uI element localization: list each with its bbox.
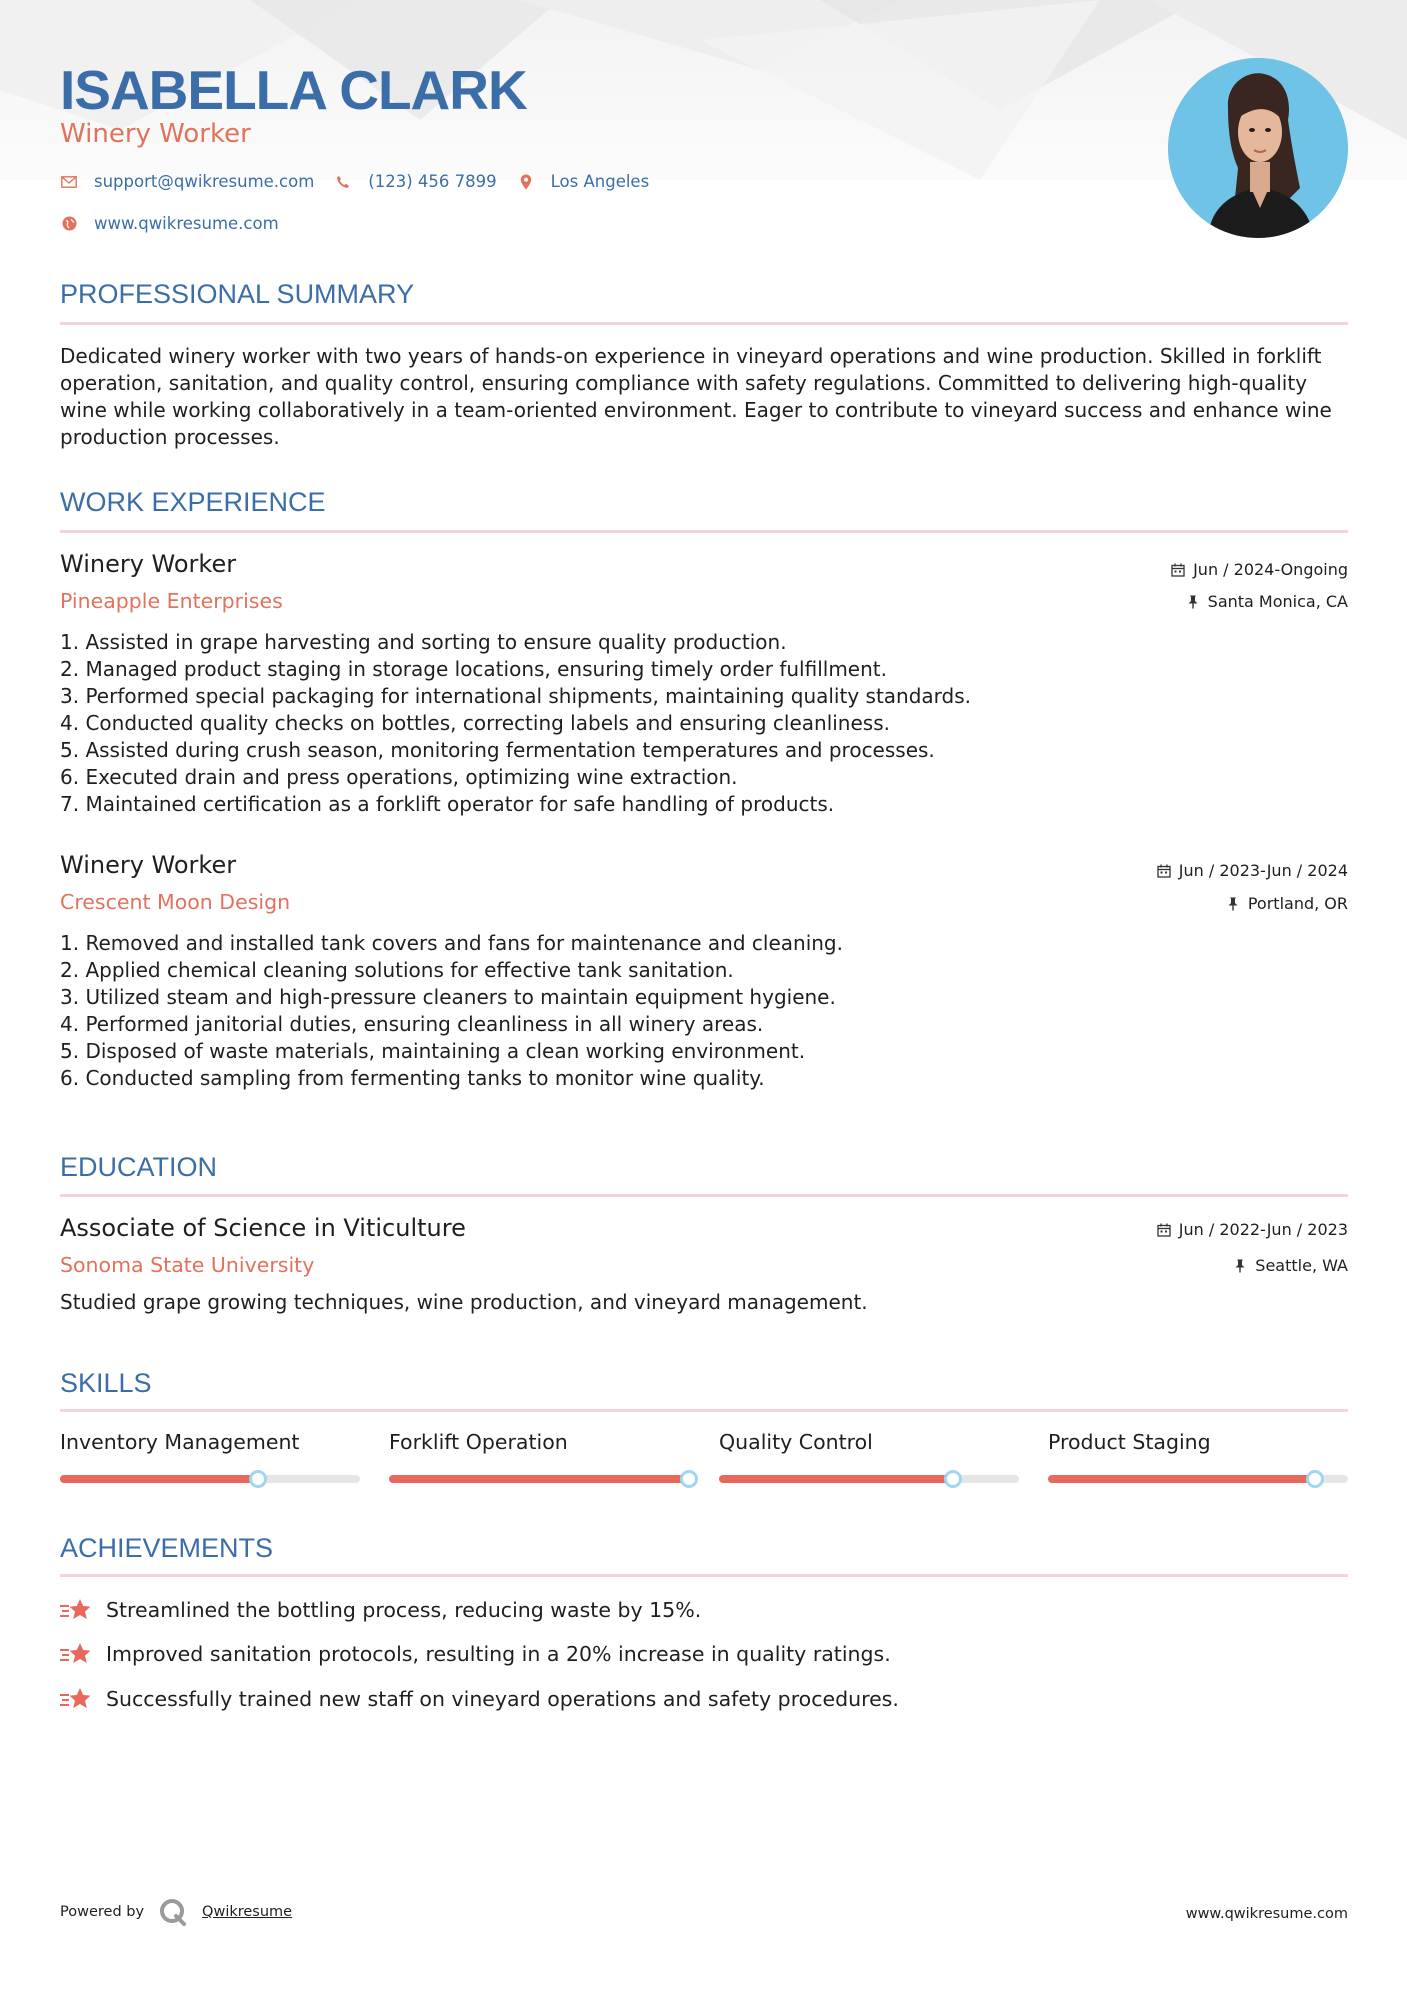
list-item: 1. Removed and installed tank covers and fans for maintenance and cleaning.	[60, 931, 843, 955]
contact-location	[517, 172, 650, 191]
pushpin-icon	[1185, 594, 1201, 610]
section-title-skills: SKILLS	[60, 1368, 152, 1398]
job-dates	[1170, 560, 1348, 579]
contact-row-secondary	[60, 214, 299, 233]
job-bullets	[60, 629, 1348, 818]
skill-item	[60, 1430, 360, 1490]
skill-bar	[389, 1475, 689, 1483]
list-item: 2. Applied chemical cleaning solutions for effective tank sanitation.	[60, 958, 734, 982]
skill-label: Inventory Management	[60, 1430, 300, 1454]
qwikresume-link[interactable]: Qwikresume	[202, 1904, 293, 1920]
skill-bar-fill	[60, 1475, 258, 1483]
calendar-icon	[1170, 562, 1186, 578]
contact-row-primary	[60, 172, 669, 191]
divider	[60, 1194, 1348, 1197]
skill-label: Forklift Operation	[389, 1430, 568, 1454]
education-location-text: Seattle, WA	[1255, 1256, 1348, 1275]
school-name: Sonoma State University	[60, 1253, 315, 1277]
section-title-achievements: ACHIEVEMENTS	[60, 1533, 274, 1563]
list-item: 5. Assisted during crush season, monitoring fermentation temperatures and processes.	[60, 738, 935, 762]
skill-bar-knob	[249, 1470, 267, 1488]
job-location	[1225, 894, 1348, 913]
list-item: 3. Performed special packaging for international shipments, maintaining quality standards.	[60, 684, 972, 708]
contact-email[interactable]	[60, 172, 314, 191]
resume-page	[60, 0, 1348, 1990]
divider	[60, 322, 1348, 325]
pushpin-icon	[1232, 1258, 1248, 1274]
skill-label: Product Staging	[1048, 1430, 1211, 1454]
summary-text: Dedicated winery worker with two years of hands-on experience in vineyard operations and wine production. Skilled in forklift operation, sanitation, and quality control, ensuring compliance with safety regulations. Committed to delivering high-quality wine while working collaboratively in a team-oriented environment. Eager to contribute to vineyard success and enhance wine production processes.	[60, 344, 1332, 449]
globe-icon	[60, 215, 78, 233]
section-title-education: EDUCATION	[60, 1152, 218, 1182]
envelope-icon	[60, 173, 78, 191]
achievement-text: Improved sanitation protocols, resulting in a 20% increase in quality ratings.	[106, 1642, 891, 1666]
skill-bar-knob	[1306, 1470, 1324, 1488]
star-icon	[60, 1685, 92, 1713]
job-dates	[1156, 861, 1348, 880]
divider	[60, 530, 1348, 533]
achievement-item	[60, 1640, 891, 1668]
skill-bar	[1048, 1475, 1348, 1483]
calendar-icon	[1156, 1222, 1172, 1238]
list-item: 6. Conducted sampling from fermenting tanks to monitor wine quality.	[60, 1066, 765, 1090]
skill-bar-knob	[680, 1470, 698, 1488]
contact-phone-text: (123) 456 7899	[368, 172, 497, 191]
skill-item	[719, 1430, 1019, 1490]
divider	[60, 1409, 1348, 1412]
contact-location-text: Los Angeles	[550, 172, 650, 191]
education-description: Studied grape growing techniques, wine production, and vineyard management.	[60, 1290, 868, 1314]
job-dates-text: Jun / 2023-Jun / 2024	[1178, 861, 1348, 880]
avatar	[1168, 58, 1348, 238]
qwikresume-logo-icon	[158, 1897, 188, 1927]
contact-phone[interactable]	[334, 172, 496, 191]
list-item: 4. Performed janitorial duties, ensuring cleanliness in all winery areas.	[60, 1012, 764, 1036]
list-item: 6. Executed drain and press operations, optimizing wine extraction.	[60, 765, 738, 789]
achievement-item	[60, 1685, 899, 1713]
skill-bar	[719, 1475, 1019, 1483]
achievement-item	[60, 1596, 701, 1624]
list-item: 2. Managed product staging in storage locations, ensuring timely order fulfillment.	[60, 657, 887, 681]
degree-title: Associate of Science in Viticulture	[60, 1214, 466, 1242]
footer-url[interactable]: www.qwikresume.com	[1185, 1906, 1348, 1922]
job-title: Winery Worker	[60, 550, 237, 578]
skill-bar-fill	[719, 1475, 953, 1483]
divider	[60, 1574, 1348, 1577]
contact-email-text: support@qwikresume.com	[94, 172, 315, 191]
skill-item	[1048, 1430, 1348, 1490]
skill-bar-knob	[944, 1470, 962, 1488]
skill-bar	[60, 1475, 360, 1483]
achievement-text: Successfully trained new staff on vineyard operations and safety procedures.	[106, 1687, 899, 1711]
education-dates	[1156, 1220, 1348, 1239]
job-location-text: Portland, OR	[1247, 894, 1348, 913]
star-icon	[60, 1596, 92, 1624]
list-item: 4. Conducted quality checks on bottles, correcting labels and ensuring cleanliness.	[60, 711, 890, 735]
skill-item	[389, 1430, 689, 1490]
list-item: 3. Utilized steam and high-pressure cleaners to maintain equipment hygiene.	[60, 985, 836, 1009]
company-name: Crescent Moon Design	[60, 890, 291, 914]
job-location	[1185, 592, 1348, 611]
skill-label: Quality Control	[719, 1430, 873, 1454]
section-title-experience: WORK EXPERIENCE	[60, 487, 326, 517]
education-location	[1232, 1256, 1348, 1275]
pushpin-icon	[1225, 896, 1241, 912]
skill-bar-fill	[389, 1475, 689, 1483]
job-dates-text: Jun / 2024-Ongoing	[1193, 560, 1348, 579]
contact-website[interactable]	[60, 214, 279, 233]
phone-icon	[334, 173, 352, 191]
list-item: 1. Assisted in grape harvesting and sorting to ensure quality production.	[60, 630, 787, 654]
achievement-text: Streamlined the bottling process, reducing waste by 15%.	[106, 1598, 702, 1622]
job-title: Winery Worker	[60, 851, 237, 879]
contact-website-text: www.qwikresume.com	[94, 214, 279, 233]
education-dates-text: Jun / 2022-Jun / 2023	[1178, 1220, 1348, 1239]
map-pin-icon	[517, 173, 535, 191]
star-icon	[60, 1640, 92, 1668]
company-name: Pineapple Enterprises	[60, 589, 283, 613]
candidate-role: Winery Worker	[60, 119, 251, 149]
skill-bar-fill	[1048, 1475, 1315, 1483]
powered-by-label: Powered by	[60, 1904, 145, 1920]
job-location-text: Santa Monica, CA	[1207, 592, 1348, 611]
list-item: 7. Maintained certification as a forklift operator for safe handling of products.	[60, 792, 835, 816]
candidate-name: ISABELLA CLARK	[60, 59, 527, 121]
job-bullets	[60, 930, 1348, 1092]
list-item: 5. Disposed of waste materials, maintaining a clean working environment.	[60, 1039, 806, 1063]
calendar-icon	[1156, 863, 1172, 879]
section-title-summary: PROFESSIONAL SUMMARY	[60, 279, 415, 309]
footer-powered-by	[60, 1897, 292, 1927]
